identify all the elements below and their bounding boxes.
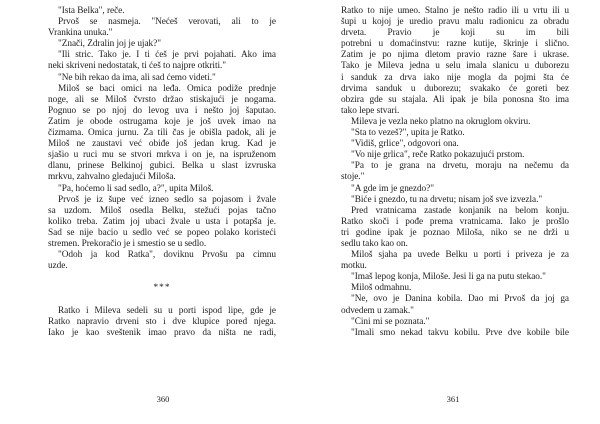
text-line: "Ili stric. Tako je. I ti ćeš je prvi pojahati. Ako ima — [58, 50, 276, 61]
text-line: obzira gde su stajala. Ali ipak je bila ponosna što ima — [341, 94, 569, 105]
text-line: Miloš odmahnu. — [351, 283, 412, 294]
text-line: "Pa, hoćemo li sad sedlo, a?", upita Miloš. — [58, 183, 214, 194]
text-line: sjašio u ruci mu se stvori mrkva i on je, na ispruženom — [48, 150, 276, 161]
section-separator: *** — [153, 283, 171, 294]
text-line: uzde. — [48, 261, 68, 272]
text-line: "A gde im je gnezdo?" — [351, 183, 434, 194]
text-line: "Ista Belka", reče. — [58, 6, 125, 16]
text-line: "Ne bih rekao da ima, ali sad ćemo videti." — [58, 72, 216, 83]
text-line: "Ne, ovo je Danina kobila. Dao mi Prvoš da joj ga — [351, 294, 569, 305]
text-line: noge, ali se Miloš čvrsto držao stiskajući je nogama. — [48, 94, 276, 105]
text-line: koliko treba. Zatim joj ubaci žvale u usta i potapša je. — [48, 216, 276, 227]
text-line: "Šta to vezeš?", upita je Ratko. — [351, 128, 465, 139]
text-line: sedlu tako kao on. — [341, 238, 408, 249]
text-line: Prvoš je iz šupe već izneo sedlo sa pojasom i žvale — [58, 194, 276, 205]
text-line: dlanu, prinese Belkinoj gubici. Belka u slast izvruska — [48, 161, 276, 172]
text-line: Sad se nije bacio u sedlo već se popeo polako koristeći — [48, 227, 276, 238]
text-line: sa uzdom. Miloš osedla Belku, stežući pojas tačno — [48, 205, 276, 216]
right-page — [300, 0, 600, 424]
text-line: Ratko to nije umeo. Stalno je nešto radio ili u vrtu ili u — [341, 6, 569, 16]
text-line: drvima sanduk u duborezu; svakako će goreti bez — [341, 83, 569, 94]
text-line: tako lepe stvari. — [341, 105, 400, 116]
text-line: Ratko i Mileva sedeli su u porti ispod lipe, gde je — [58, 305, 276, 316]
text-line: drveta. Pravio je koji su im bili — [341, 28, 569, 39]
text-line: Prvoš se nasmeja. "Nećeš verovati, ali to je — [58, 17, 276, 28]
text-line: Pognuo se po njoj do levog uva i nešto joj šaputao. — [48, 105, 276, 116]
text-line: stoje." — [341, 172, 365, 183]
text-line: "Čini mi se poznata." — [351, 316, 430, 327]
text-line: Zatim je po njima dletom pravio razne šare i ukrase. — [341, 50, 569, 61]
blank-line — [48, 272, 276, 283]
text-line: "Vo nije grlica", reče Ratko pokazujući prstom. — [351, 150, 525, 161]
text-line: Tako je Mileva jedna u selu imala slanicu u duborezu — [341, 61, 569, 72]
text-line: tri godine ipak je poznao Miloša, niko se ne drži u — [341, 227, 569, 238]
text-line: motku. — [341, 261, 367, 272]
blank-line — [48, 294, 276, 305]
text-line: mrkvu, zahvalno gledajući Miloša. — [48, 172, 176, 183]
text-line: odvedem u zamak." — [341, 305, 414, 316]
text-line: Iako je kao sveštenik imao pravo da ništa ne radi, — [48, 327, 276, 338]
text-line: "Vidiš, grlice", odgovori ona. — [351, 139, 459, 150]
right-page-number: 361 — [446, 394, 460, 404]
text-line: Miloš se baci omici na leđa. Omica podiže prednje — [58, 83, 276, 94]
text-line: Zatim je obode ostrugama koje je još uvek imao na — [48, 116, 276, 127]
text-line: i sanduk za drva iako nije mogla da pojmi šta će — [341, 72, 569, 83]
text-line: Miloš ne zaustavi već obiđe još jedan krug. Kad je — [48, 139, 276, 150]
text-line: Pred vratnicama zastade konjanik na belom konju. — [351, 205, 569, 216]
left-page-text — [48, 6, 276, 339]
text-line: "Biće i gnezdo, tu na drvetu; nisam još sve izvezla." — [351, 194, 543, 205]
text-line: stremen. Prekoračio je i smestio se u sedlo. — [48, 238, 207, 249]
text-line: "Znači, Ždralin joj je ujak?" — [58, 39, 161, 50]
text-line: Ratko skoči i pođe prema vratnicama. Iako je prošlo — [341, 216, 569, 227]
text-line: Mileva je vezla neko platno na okruglom okviru. — [351, 116, 531, 127]
text-line: "Odoh ja kod Ratka", doviknu Prvošu pa cimnu — [58, 250, 276, 261]
text-line: "Pa to je grana na drvetu, moraju na nečemu da — [351, 161, 569, 172]
text-line: Vrankina unuka." — [48, 28, 113, 39]
text-line: Ratko napravio drveni sto i dve klupice pored njega. — [48, 316, 276, 327]
text-line: "Imali smo nekad takvu kobilu. Prve dve kobile bile — [351, 327, 569, 338]
text-line: šupi u kojoj je uredio pravu malu radionicu za obradu — [341, 17, 569, 28]
text-line: Miloš sjaha pa uvede Belku u porti i priveza je za — [351, 250, 569, 261]
text-line: čizmama. Omica jurnu. Za tili čas je obišla padok, ali je — [48, 128, 276, 139]
left-page-number: 360 — [156, 394, 170, 404]
text-line: potrebni u domaćinstvu: razne kutije, škrinje i slično. — [341, 39, 569, 50]
text-line: "Imaš lepog konja, Miloše. Jesi li ga na putu stekao." — [351, 272, 546, 283]
text-line: neki skriveni nedostatak, ti ćeš to najpre otkriti." — [48, 61, 227, 72]
right-page-text — [341, 6, 569, 339]
